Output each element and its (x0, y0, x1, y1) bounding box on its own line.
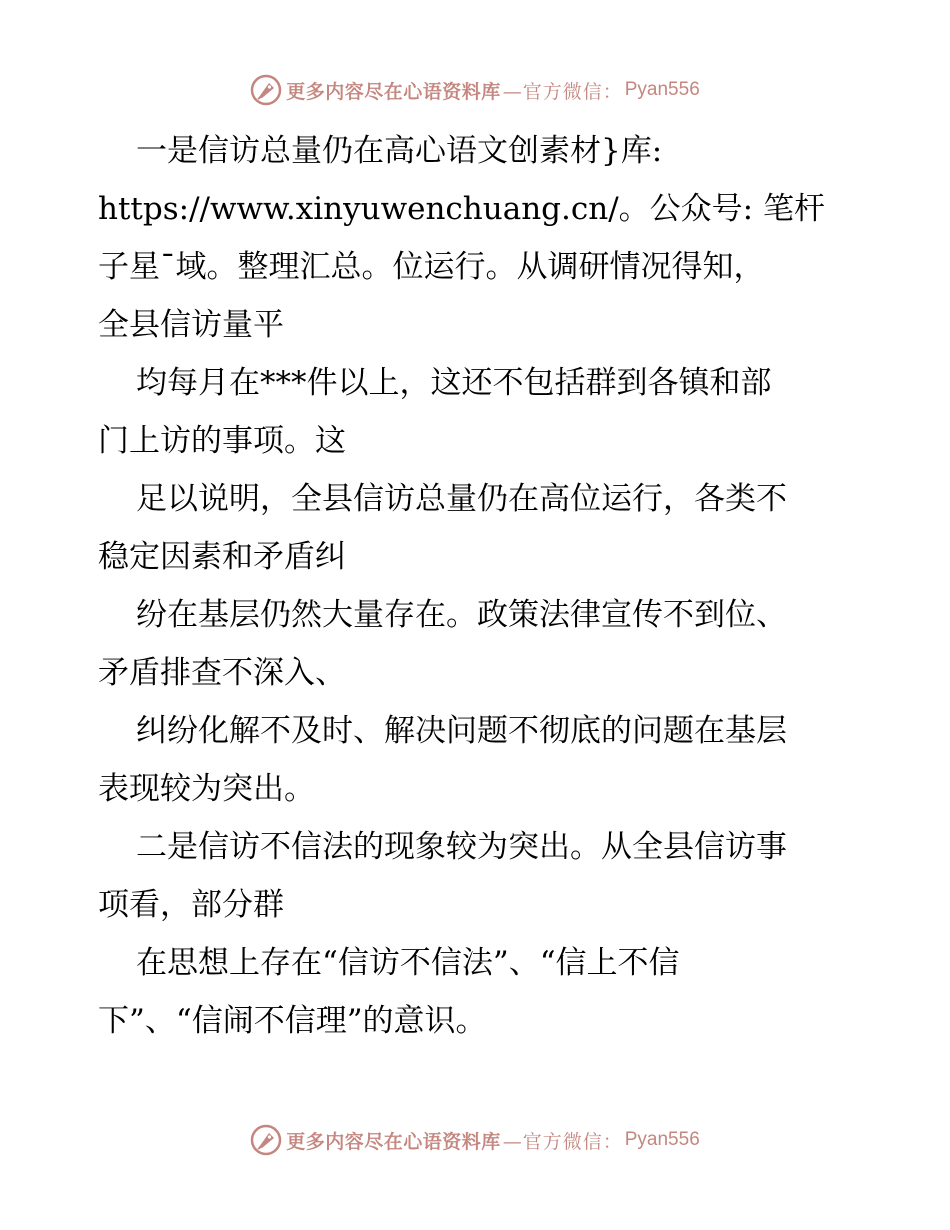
watermark-wechat-label: —官方微信： (502, 1130, 623, 1153)
watermark-wechat-id: Pyan556 (624, 79, 700, 100)
watermark-wechat-label: —官方微信： (502, 80, 623, 103)
text-line: 二是信访不信法的现象较为突出。从全县信访事 (136, 829, 787, 865)
text-line: 门上访的事项。这 (98, 423, 346, 459)
text-line: https://www.xinyuwenchuang.cn/。公众号: 笔杆 (98, 191, 825, 227)
paragraph-7 (98, 934, 858, 1050)
text-line: 表现较为突出。 (98, 771, 315, 807)
footer-watermark-banner (0, 1120, 950, 1160)
text-line: 全县信访量平 (98, 307, 284, 343)
header-watermark-banner (0, 70, 950, 110)
paragraph-2 (98, 354, 858, 470)
watermark-wechat-id: Pyan556 (624, 1129, 700, 1150)
paragraph-5 (98, 702, 858, 818)
paragraph-4 (98, 586, 858, 702)
paragraph-1 (98, 122, 858, 354)
pen-nib-logo-icon (250, 74, 282, 106)
pen-nib-logo-icon (250, 1124, 282, 1156)
watermark-site-text: 更多内容尽在心语资料库 (286, 80, 501, 103)
text-line: 纷在基层仍然大量存在。政策法律宣传不到位、 (136, 597, 787, 633)
text-line: 矛盾排查不深入、 (98, 655, 346, 691)
text-line: 一是信访总量仍在高心语文创素材}库: (136, 133, 663, 169)
document-body (98, 122, 858, 1050)
watermark-site-text: 更多内容尽在心语资料库 (286, 1130, 501, 1153)
paragraph-3 (98, 470, 858, 586)
text-line: 稳定因素和矛盾纠 (98, 539, 346, 575)
text-line: 项看，部分群 (98, 887, 284, 923)
text-line: 足以说明，全县信访总量仍在高位运行，各类不 (136, 481, 787, 517)
text-line: 下”、“信闹不信理”的意识。 (98, 1003, 487, 1039)
text-line: 均每月在***件以上，这还不包括群到各镇和部 (136, 365, 772, 401)
text-line: 纠纷化解不及时、解决问题不彻底的问题在基层 (136, 713, 787, 749)
text-line: 子星¯域。整理汇总。位运行。从调研情况得知， (98, 249, 765, 285)
text-line: 在思想上存在“信访不信法”、“信上不信 (136, 945, 680, 981)
paragraph-6 (98, 818, 858, 934)
